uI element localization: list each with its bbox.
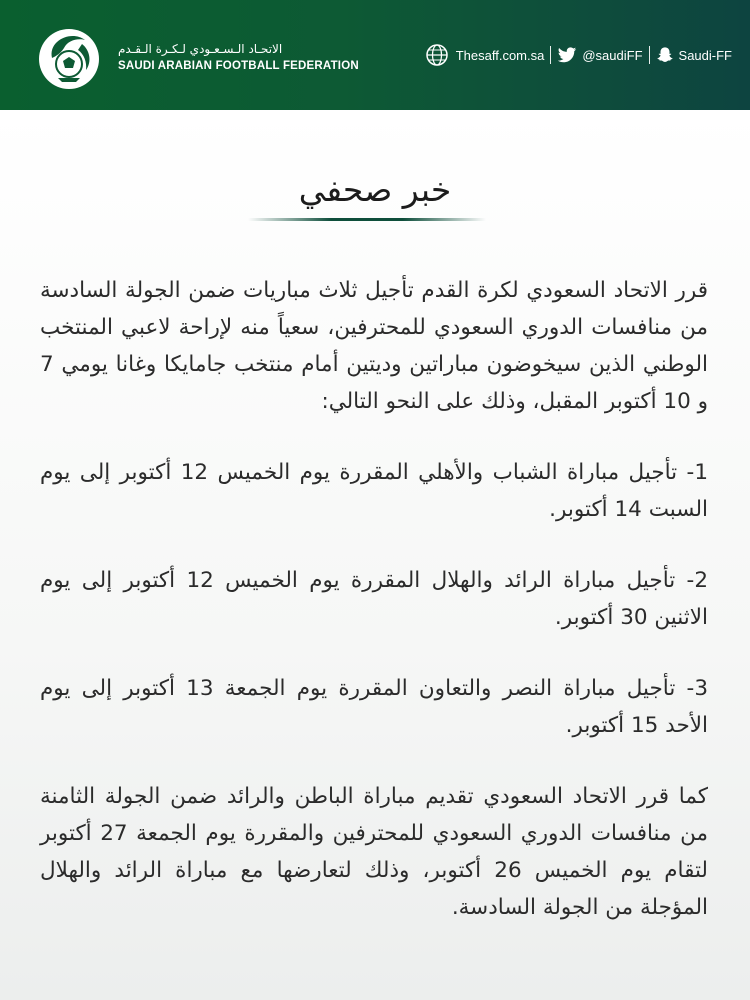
federation-name (118, 42, 359, 72)
divider (550, 46, 551, 64)
snapchat-link[interactable] (656, 46, 732, 64)
saff-logo (38, 28, 100, 90)
globe-icon (426, 44, 448, 66)
press-release (0, 110, 750, 1000)
website-text: Thesaff.com.sa (455, 47, 545, 63)
list-item: 3- تأجيل مباراة النصر والتعاون المقررة يوم الجمعة 13 أكتوبر إلى يوم الأحد 15 أكتوبر. (40, 676, 709, 738)
page-title: خبر صحفي (298, 170, 452, 209)
twitter-handle: @saudiFF (582, 47, 643, 63)
twitter-link[interactable] (557, 47, 642, 64)
list-item: 2- تأجيل مباراة الرائد والهلال المقررة يوم الخميس 12 أكتوبر إلى يوم الاثنين 30 أكتوبر. (40, 568, 708, 630)
divider (649, 46, 650, 64)
federation-name-ar: الاتحـاد الـسـعـودي لـكـرة الـقـدم (118, 42, 283, 56)
snapchat-handle: Saudi-FF (678, 47, 732, 63)
social-links (426, 44, 732, 66)
header-banner (0, 0, 750, 110)
intro-paragraph: قرر الاتحاد السعودي لكرة القدم تأجيل ثلاث مباريات ضمن الجولة السادسة من منافسات الدوري السعودي للمحترفين، سعياً منه لإراحة لاعبي المنتخب الوطني الذين سيخوضون مباراتين وديتين أمام منتخب جامايكا وغانا يومي 7 و 10 أكتوبر المقبل، وذلك على النحو التالي: (40, 278, 708, 414)
closing-paragraph: كما قرر الاتحاد السعودي تقديم مباراة الباطن والرائد ضمن الجولة الثامنة من منافسات الدوري السعودي للمحترفين والمقررة يوم الجمعة 27 أكتوبر لتقام يوم الخميس 26 أكتوبر، وذلك لتعارضها مع مباراة الرائد والهلال المؤجلة من الجولة السادسة. (40, 784, 708, 920)
federation-name-en: SAUDI ARABIAN FOOTBALL FEDERATION (118, 60, 359, 72)
title-underline (248, 218, 486, 221)
release-body (40, 272, 708, 960)
list-item: 1- تأجيل مباراة الشباب والأهلي المقررة يوم الخميس 12 أكتوبر إلى يوم السبت 14 أكتوبر. (40, 460, 708, 522)
twitter-icon (557, 47, 577, 64)
website-link[interactable] (426, 44, 545, 66)
snapchat-icon (656, 46, 674, 64)
